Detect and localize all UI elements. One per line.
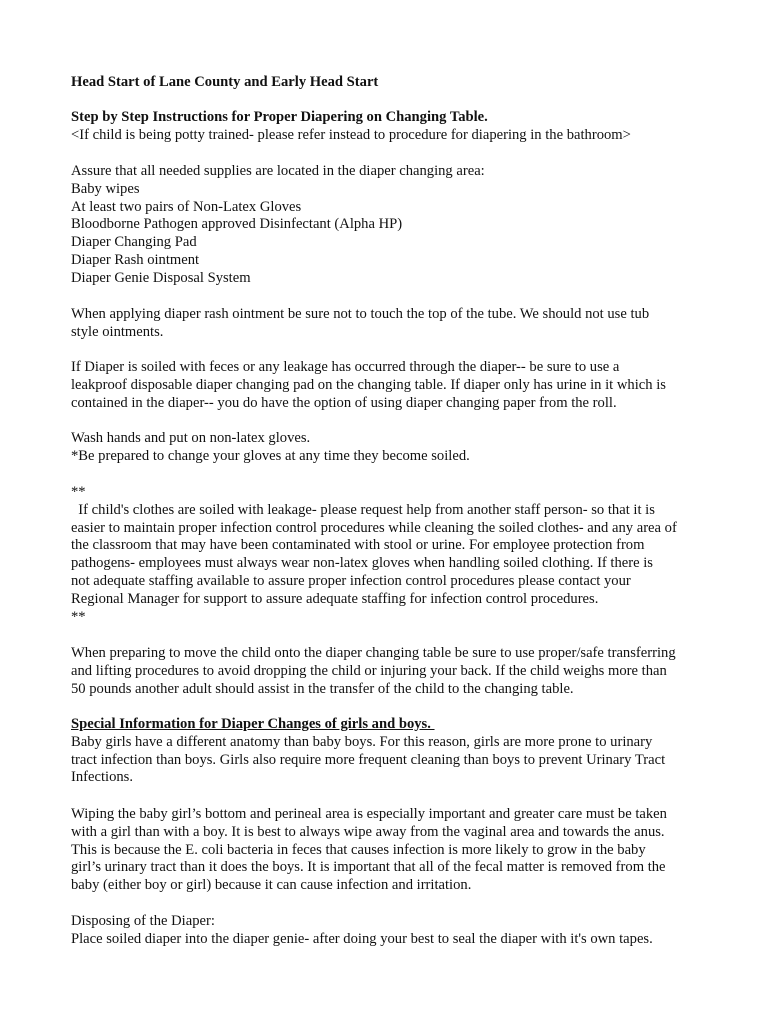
paragraph-line: 50 pounds another adult should assist in the transfer of the child to the changing table.: [71, 680, 574, 697]
paragraph-line: Wash hands and put on non-latex gloves.: [71, 430, 311, 446]
wiping-paragraph: [71, 806, 711, 895]
wash-hands-paragraph: [71, 430, 711, 466]
section-marker: **: [71, 608, 86, 625]
paragraph-line: Regional Manager for support to assure adequate staffing for infection control procedures.: [71, 590, 599, 607]
supply-item: Baby wipes: [71, 180, 140, 197]
paragraph-line: If Diaper is soiled with feces or any leakage has occurred through the diaper-- be sure to use a: [71, 359, 620, 375]
disposal-title: Disposing of the Diaper:: [71, 913, 215, 929]
paragraph-line: Infections.: [71, 769, 134, 786]
paragraph-line: When preparing to move the child onto the diaper changing table be sure to use proper/safe transferring: [71, 645, 676, 661]
paragraph-line: Baby girls have a different anatomy than baby boys. For this reason, girls are more prone to urinary: [71, 733, 653, 750]
heading-text: Head Start of Lane County and Early Head Start: [71, 74, 379, 90]
disposal-section: [71, 913, 711, 949]
paragraph-line: the classroom that may have been contaminated with stool or urine. For employee protection from: [71, 537, 645, 554]
supply-item: Diaper Changing Pad: [71, 234, 197, 251]
potty-training-note: <If child is being potty trained- please refer instead to procedure for diapering in the bathroom>: [71, 126, 631, 143]
paragraph-line: girl’s urinary tract than it does the boys. It is important that all of the fecal matter is removed from the: [71, 859, 666, 876]
supply-item: Diaper Rash ointment: [71, 251, 200, 268]
instructions-header: [71, 109, 711, 145]
paragraph-line: When applying diaper rash ointment be sure not to touch the top of the tube. We should not use tub: [71, 306, 650, 322]
supply-item: Diaper Genie Disposal System: [71, 269, 251, 286]
supply-item: At least two pairs of Non-Latex Gloves: [71, 198, 302, 215]
special-information-section: [71, 716, 711, 787]
paragraph-line: Place soiled diaper into the diaper genie- after doing your best to seal the diaper with it's own tapes.: [71, 930, 653, 947]
supplies-section: [71, 163, 711, 288]
paragraph-line: pathogens- employees must always wear non-latex gloves when handling soiled clothing. If there is: [71, 555, 653, 572]
paragraph-line: contained in the diaper-- you do have the option of using diaper changing paper from the roll.: [71, 394, 617, 411]
transfer-paragraph: [71, 645, 711, 698]
document-heading: [71, 74, 711, 92]
paragraph-line: easier to maintain proper infection control procedures while cleaning the soiled clothes- and any area of: [71, 519, 677, 536]
leakage-section: [71, 484, 711, 626]
section-marker: **: [71, 484, 86, 500]
paragraph-line: This is because the E. coli bacteria in feces that causes infection is more likely to grow in the baby: [71, 841, 646, 858]
supply-item: Bloodborne Pathogen approved Disinfectant (Alpha HP): [71, 216, 403, 233]
paragraph-line: tract infection than boys. Girls also require more frequent cleaning than boys to prevent Urinary Tract: [71, 751, 666, 768]
instructions-title: Step by Step Instructions for Proper Diapering on Changing Table.: [71, 109, 488, 125]
paragraph-line: baby (either boy or girl) because it can cause infection and irritation.: [71, 877, 472, 894]
soiled-diaper-paragraph: [71, 359, 711, 412]
supplies-intro: Assure that all needed supplies are located in the diaper changing area:: [71, 163, 485, 179]
ointment-paragraph: [71, 306, 711, 342]
paragraph-line: with a girl than with a boy. It is best to always wipe away from the vaginal area and towards the anus.: [71, 823, 665, 840]
paragraph-line: style ointments.: [71, 323, 164, 340]
paragraph-line: *Be prepared to change your gloves at any time they become soiled.: [71, 447, 470, 464]
paragraph-line: leakproof disposable diaper changing pad on the changing table. If diaper only has urine in it which is: [71, 376, 666, 393]
special-information-title: Special Information for Diaper Changes of girls and boys.: [71, 716, 435, 732]
paragraph-line: and lifting procedures to avoid dropping the child or injuring your back. If the child weighs more than: [71, 662, 667, 679]
paragraph-line: If child's clothes are soiled with leakage- please request help from another staff person- so that it is: [71, 501, 655, 518]
paragraph-line: Wiping the baby girl’s bottom and perineal area is especially important and greater care must be taken: [71, 806, 667, 822]
paragraph-line: not adequate staffing available to assure proper infection control procedures please contact your: [71, 572, 631, 589]
